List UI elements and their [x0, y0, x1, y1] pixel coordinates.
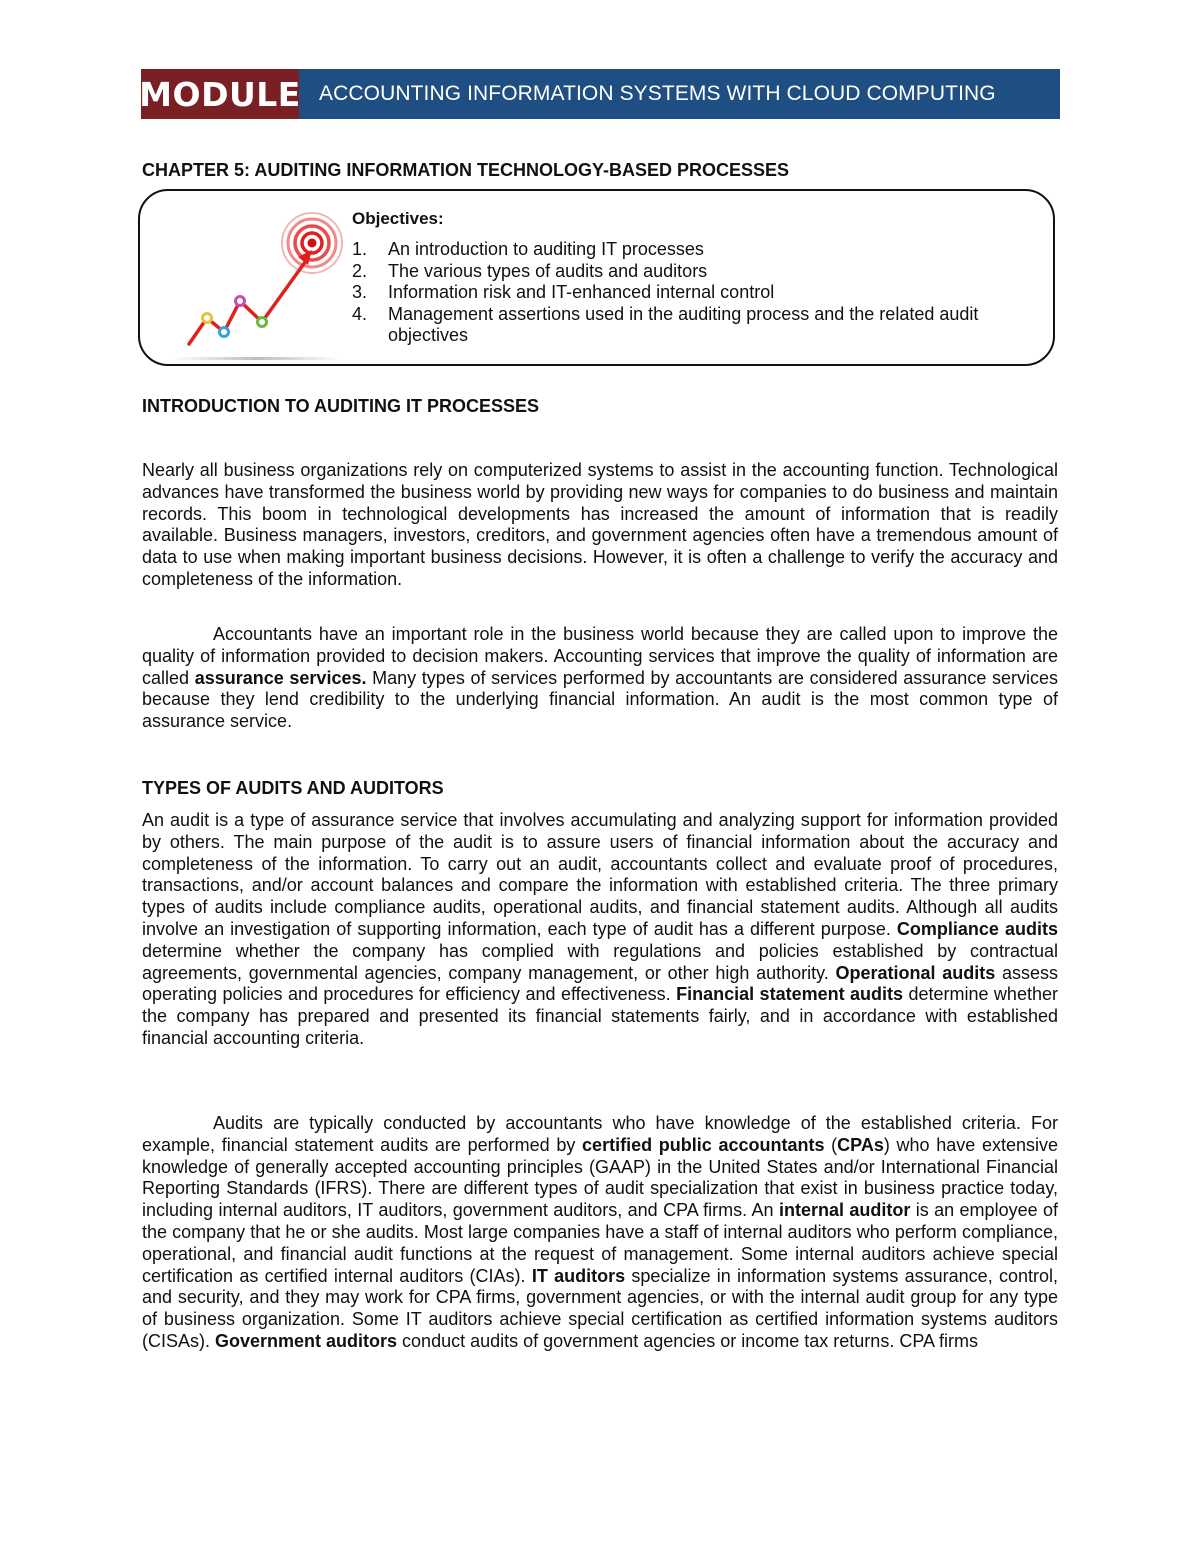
course-title: ACCOUNTING INFORMATION SYSTEMS WITH CLOUD COMPUTING	[319, 82, 996, 105]
list-item: 4. Management assertions used in the auditing process and the related audit objectives	[352, 303, 979, 345]
chapter-title: CHAPTER 5: AUDITING INFORMATION TECHNOLOGY-BASED PROCESSES	[142, 160, 790, 180]
list-item: 1. An introduction to auditing IT processes	[352, 239, 704, 259]
list-item: 2. The various types of audits and auditors	[352, 260, 708, 281]
intro-paragraph-1: Nearly all business organizations rely on computerized systems to assist in the accounting function. Technological advances have transformed the business world by providing new ways for companies to do business and maintain records. This boom in technological developments has increased the amount of information that is readily available. Business managers, investors, creditors, and government agencies often have a tremendous amount of data to use when making important business decisions. However, it is often a challenge to verify the accuracy and completeness of the information.	[142, 460, 1058, 589]
target-growth-chart-icon	[162, 205, 352, 363]
module-label: MODULE	[141, 69, 299, 119]
types-paragraph-2: Audits are typically conducted by accountants who have knowledge of the established criteria. For example, financial statement audits are performed by certified public accountants (CPAs) who have extensive knowledge of generally accepted accounting principles (GAAP) in the United States and/or International Financial Reporting Standards (IFRS). There are different types of audit specialization that exist in business practice today, including internal auditors, IT auditors, government auditors, and CPA firms. An internal auditor is an employee of the company that he or she audits. Most large companies have a staff of internal auditors who perform compliance, operational, and financial audit functions at the request of management. Some internal auditors achieve special certification as certified internal auditors (CIAs). IT auditors specialize in information systems assurance, control, and security, and they may work for CPA firms, government agencies, or with the internal audit group for any type of business organization. Some IT auditors achieve special certification as certified information systems auditors (CISAs). Government auditors conduct audits of government agencies or income tax returns. CPA firms	[142, 1113, 1059, 1351]
objectives-box	[138, 189, 1055, 366]
intro-paragraph-2: Accountants have an important role in the business world because they are called upon to improve the quality of information provided to decision makers. Accounting services that improve the quality of information are called assurance services. Many types of services performed by accountants are considered assurance services because they lend credibility to the underlying financial information. An audit is the most common type of assurance service.	[142, 624, 1059, 732]
module-banner	[141, 69, 1060, 119]
list-item: 3. Information risk and IT-enhanced internal control	[352, 282, 775, 302]
objectives-list	[352, 239, 1052, 347]
objectives-heading: Objectives:	[352, 209, 444, 228]
intro-heading: INTRODUCTION TO AUDITING IT PROCESSES	[142, 396, 540, 416]
types-heading: TYPES OF AUDITS AND AUDITORS	[142, 778, 444, 798]
types-paragraph-1: An audit is a type of assurance service that involves accumulating and analyzing support for information provided by others. The main purpose of the audit is to assure users of financial information about the accuracy and completeness of the information. To carry out an audit, accountants collect and evaluate proof of procedures, transactions, and/or account balances and compare the information with established criteria. The three primary types of audits include compliance audits, operational audits, and financial statement audits. Although all audits involve an investigation of supporting information, each type of audit has a different purpose. Compliance audits determine whether the company has complied with regulations and policies established by contractual agreements, governmental agencies, company management, or other high authority. Operational audits assess operating policies and procedures for efficiency and effectiveness. Financial statement audits determine whether the company has prepared and presented its financial statements fairly, and in accordance with established financial accounting criteria.	[142, 810, 1059, 1048]
